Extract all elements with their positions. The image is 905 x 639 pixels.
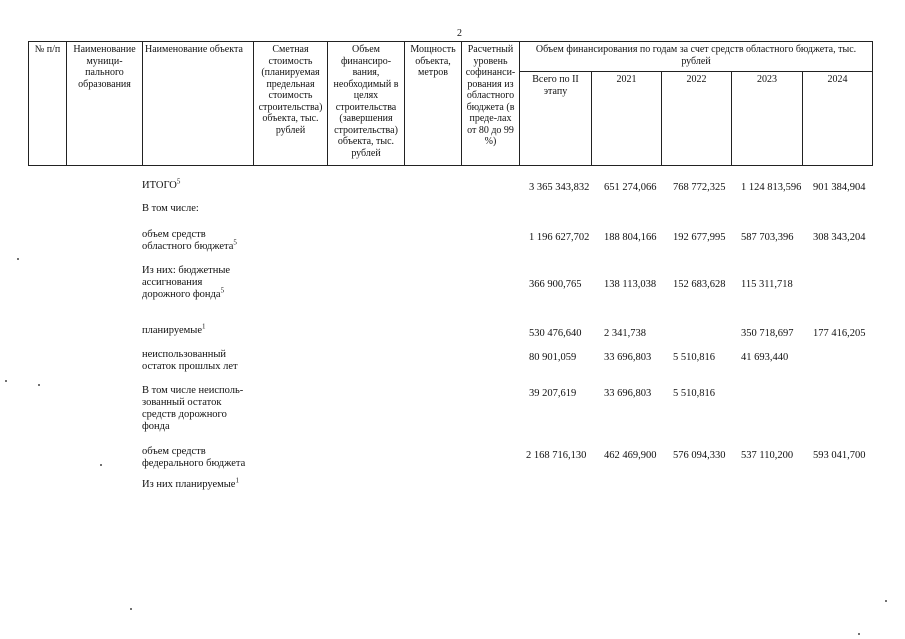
scan-speck <box>5 380 7 382</box>
row-planned-value-2021: 2 341,738 <box>604 328 646 339</box>
row-planned-value-2024: 177 416,205 <box>813 328 866 339</box>
row-regional-value-all: 1 196 627,702 <box>529 232 590 243</box>
row-including-label: В том числе: <box>142 203 199 214</box>
row-total-label: ИТОГО$^5$ <box>142 177 181 191</box>
row-unused-road-fund-label: В том числе неисполь-зованный остаток средств дорожного фонда <box>142 385 244 432</box>
row-unused-value-2022: 5 510,816 <box>673 352 715 363</box>
row-federal-value-2023: 537 110,200 <box>741 450 794 461</box>
header-no: № п/п <box>29 42 67 166</box>
row-federal-value-2024: 593 041,700 <box>813 450 866 461</box>
row-road-fund-value-2023: 115 311,718 <box>741 279 793 290</box>
scan-speck <box>100 464 102 466</box>
header-capacity: Мощность объекта, метров <box>405 42 462 166</box>
row-road-fund-value-2022: 152 683,628 <box>673 279 726 290</box>
row-road-fund-label: Из них: бюджетные ассигнования дорожного фонда$^5$ <box>142 265 231 300</box>
header-object: Наименование объекта <box>143 42 254 166</box>
header-volume: Объем финансиро-вания, необходимый в целях строительства (завершения строительства) объекта, тыс. рублей <box>328 42 405 166</box>
header-year-2024: 2024 <box>803 72 873 166</box>
row-regional-value-2023: 587 703,396 <box>741 232 794 243</box>
header-estimate: Сметная стоимость (планируемая предельная стоимость строительства) объекта, тыс. рублей <box>254 42 328 166</box>
header-year-2022: 2022 <box>662 72 732 166</box>
row-planned-value-all: 530 476,640 <box>529 328 582 339</box>
row-unused-road-value-all: 39 207,619 <box>529 388 577 399</box>
row-federal-value-2021: 462 469,900 <box>604 450 657 461</box>
row-total-value-2021: 651 274,066 <box>604 182 657 193</box>
scan-speck <box>130 608 132 610</box>
row-regional-value-2021: 188 804,166 <box>604 232 657 243</box>
scan-speck <box>17 258 19 260</box>
row-total-value-2022: 768 772,325 <box>673 182 726 193</box>
header-year-2023: 2023 <box>732 72 803 166</box>
row-federal-budget-label: объем средств федерального бюджета <box>142 446 246 469</box>
row-road-fund-value-2021: 138 113,038 <box>604 279 657 290</box>
row-unused-value-2021: 33 696,803 <box>604 352 652 363</box>
row-planned-label: планируемые$^1$ <box>142 322 206 336</box>
row-federal-value-all: 2 168 716,130 <box>526 450 587 461</box>
table-header <box>28 41 873 166</box>
row-road-fund-value-all: 366 900,765 <box>529 279 582 290</box>
page-number: 2 <box>457 28 462 39</box>
scan-speck <box>885 600 887 602</box>
header-municipality: Наименование муници-пального образования <box>67 42 143 166</box>
header-total: Всего по II этапу <box>520 72 592 166</box>
row-total-value-2024: 901 384,904 <box>813 182 866 193</box>
row-total-value-all: 3 365 343,832 <box>529 182 590 193</box>
row-federal-value-2022: 576 094,330 <box>673 450 726 461</box>
header-year-2021: 2021 <box>592 72 662 166</box>
row-unused-road-value-2021: 33 696,803 <box>604 388 652 399</box>
row-total-value-2023: 1 124 813,596 <box>741 182 802 193</box>
row-unused-value-2023: 41 693,440 <box>741 352 789 363</box>
row-regional-value-2022: 192 677,995 <box>673 232 726 243</box>
header-funding-group: Объем финансирования по годам за счет средств областного бюджета, тыс. рублей <box>520 42 873 72</box>
row-unused-road-value-2022: 5 510,816 <box>673 388 715 399</box>
scan-speck <box>38 384 40 386</box>
row-unused-balance-label: неиспользованный остаток прошлых лет <box>142 349 238 372</box>
row-regional-budget-label: объем средств областного бюджета$^5$ <box>142 229 237 252</box>
row-federal-planned-label: Из них планируемые$^1$ <box>142 476 239 490</box>
scan-speck <box>858 633 860 635</box>
row-regional-value-2024: 308 343,204 <box>813 232 866 243</box>
row-planned-value-2023: 350 718,697 <box>741 328 794 339</box>
header-cofinance: Расчетный уровень софинанси-рования из областного бюджета (в преде-лах от 80 до 99 %) <box>462 42 520 166</box>
row-unused-value-all: 80 901,059 <box>529 352 577 363</box>
